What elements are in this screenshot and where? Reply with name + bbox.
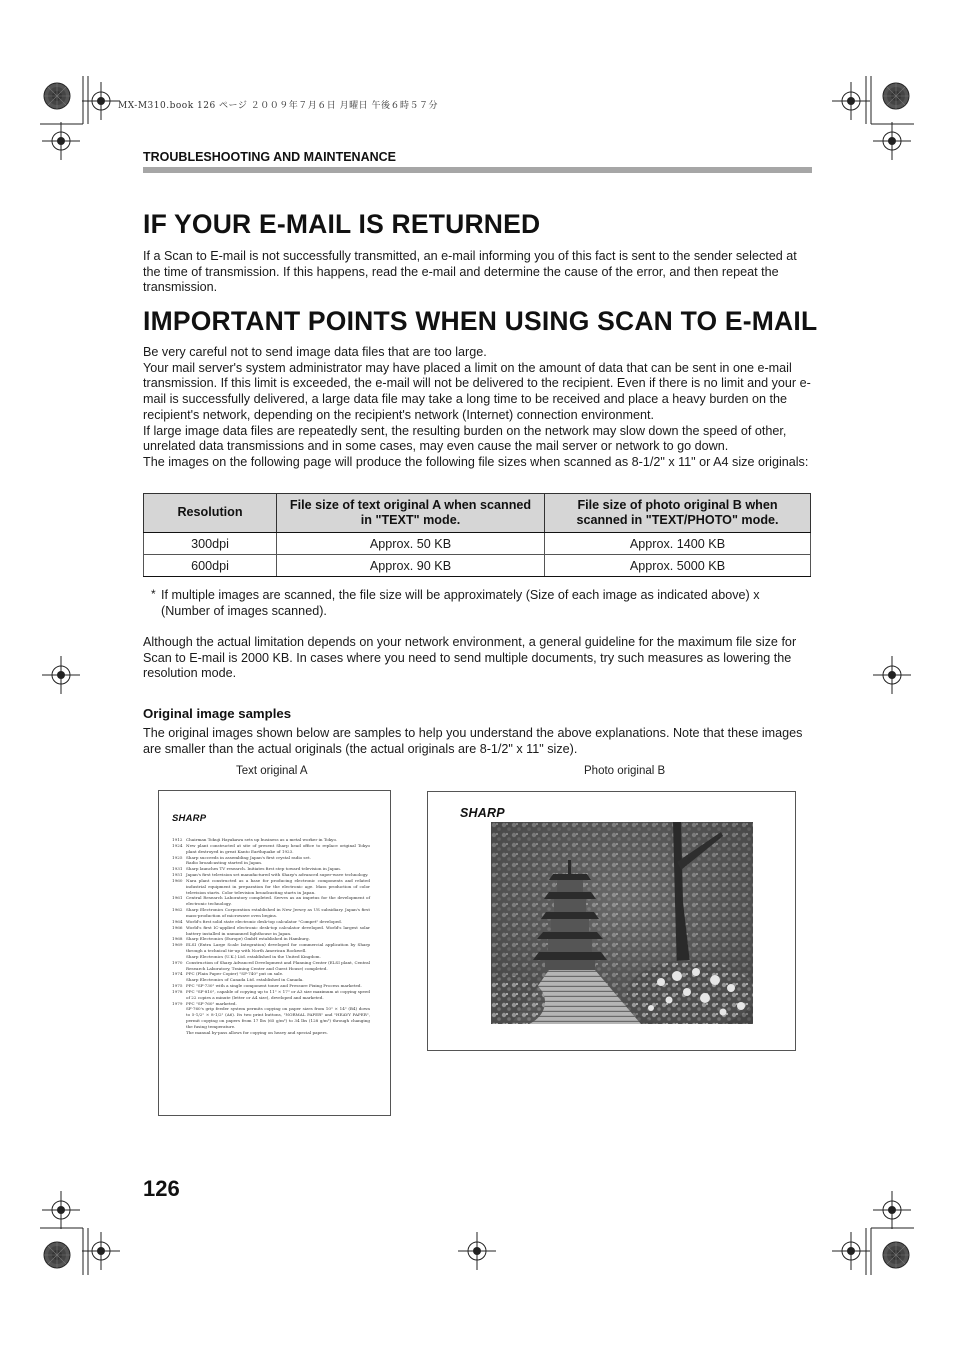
caption-text-original: Text original A [236, 765, 308, 777]
timeline-entry [172, 895, 370, 907]
timeline-year [172, 1030, 186, 1036]
timeline-text-line: World's first solid state electronic desk-top calculator "Compet" developed. [186, 918, 343, 924]
timeline-text-line: Construction of Sharp Advanced Development and Planning Center (ELSI plant, Central Research Laboratory, Training Center and Guest House) completed. [186, 959, 370, 971]
col-header-text-original: File size of text original A when scanned in "TEXT" mode. [277, 494, 545, 533]
timeline-text-line: Sharp Electronics of Canada Ltd. established in Canada. [186, 977, 304, 983]
col-header-photo-original: File size of photo original B when scanned in "TEXT/PHOTO" mode. [545, 494, 811, 533]
sharp-logo-large: SHARP [460, 806, 505, 820]
timeline-text-line: SF-760's grip feeder system permits copying on paper sizes from 10" × 14" (B4) down to 5-1/2" × 8-1/2" (A6). Its two print buttons, "NORMAL PAPER" and "HEAVY PAPER", permit copying on papers from 17 lbs (65 g/m²) to 34 lbs (128 g/m²) through changing the fusing temperature. [186, 1006, 370, 1029]
timeline-text [172, 837, 370, 1036]
para-email-returned: If a Scan to E-mail is not successfully transmitted, an e-mail informing you of this fact is sent to the sender selected at the time of transmission. If this happens, read the e-mail and determine the cause of the error, and then repeat the transmission. [143, 249, 797, 295]
timeline-text-line: Sharp Electronics (U.K.) Ltd. established in the United Kingdom. [186, 953, 321, 959]
timeline-year: 1925 [172, 854, 183, 860]
timeline-year [172, 1006, 186, 1029]
pagoda-photo [491, 822, 753, 1024]
timeline-text-line: PPC "SF-760" marketed. [186, 1000, 237, 1006]
timeline-text-line: Japan's first television set manufactured with Sharp's advanced super-wave technology. [186, 872, 369, 878]
note-asterisk: * [151, 587, 156, 601]
timeline-year: 1912 [172, 837, 183, 842]
timeline-year: 1978 [172, 988, 183, 994]
para-line: The images on the following page will produce the following file sizes when scanned as 8-1/2" x 11" or A4 size originals: [143, 454, 809, 469]
timeline-year: 1961 [172, 895, 183, 901]
heading-email-returned: IF YOUR E-MAIL IS RETURNED [143, 209, 541, 239]
timeline-entry [172, 989, 370, 1001]
cell-text-size: Approx. 50 KB [277, 533, 545, 555]
timeline-text-line: New plant constructed at site of present Sharp head office to replace original Tokyo plant destroyed in great Kanto Earthquake of 1923. [186, 842, 370, 854]
heading-important-points: IMPORTANT POINTS WHEN USING SCAN TO E-MAIL [143, 306, 818, 336]
timeline-text-line: The manual by-pass allows for copying on heavy and special papers. [186, 1029, 328, 1035]
timeline-text-line: Central Research Laboratory completed. Serves as an impetus for the development of electronic technology. [186, 895, 370, 907]
table-row [144, 555, 811, 577]
timeline-year: 1962 [172, 907, 183, 913]
timeline-entry [172, 960, 370, 972]
table-row [144, 533, 811, 555]
cell-resolution: 600dpi [144, 555, 277, 577]
caption-photo-original: Photo original B [584, 765, 666, 777]
timeline-text-line: PPC "SF-810", capable of copying up to 11" × 17" or A3 size maximum at copying speed of 22 copies a minute (letter or A4 size), developed and marketed. [186, 988, 370, 1000]
para-line: If large image data files are repeatedly sent, the resulting burden on the network may slow down the speed of other, unrelated data transmissions and in some cases, may even cause the mail server or network to go down. [143, 423, 787, 454]
timeline-year: 1975 [172, 983, 183, 989]
timeline-year: 1951 [172, 872, 183, 878]
timeline-year: 1966 [172, 924, 183, 930]
timeline-year: 1968 [172, 936, 183, 942]
timeline-entry [172, 843, 370, 855]
para-important-points [143, 345, 811, 471]
timeline-entry [172, 1030, 370, 1036]
timeline-year: 1979 [172, 1000, 183, 1006]
subheading-image-samples: Original image samples [143, 706, 292, 721]
timeline-text-line: Sharp succeeds in assembling Japan's first crystal radio set. [186, 854, 311, 860]
para-image-samples: The original images shown below are samples to help you understand the above explanations. Note that these images are smaller than the actual originals (the actual originals are 8-1/2" x 11" size). [143, 726, 803, 756]
timeline-entry [172, 907, 370, 919]
timeline-year: 1969 [172, 942, 183, 948]
timeline-entry [172, 878, 370, 896]
table-note: If multiple images are scanned, the file size will be approximately (Size of each image as indicated above) x (Number of images scanned). [161, 588, 760, 618]
timeline-year: 1931 [172, 866, 183, 872]
cell-text-size: Approx. 90 KB [277, 555, 545, 577]
timeline-text-line: Sharp Electronics (Europe) GmbH established in Hamburg. [186, 936, 310, 942]
cell-photo-size: Approx. 5000 KB [545, 555, 811, 577]
timeline-year: 1964 [172, 918, 183, 924]
timeline-text-line: World's first IC-applied electronic desk-top calculator developed. World's largest solar battery installed in unmanned lighthouse in Japan. [186, 924, 370, 936]
para-size-guideline: Although the actual limitation depends on your network environment, a general guideline for the maximum file size for Scan to E-mail is 2000 KB. In cases where you need to send multiple documents, try such measures as lowering the resolution mode. [143, 635, 797, 681]
timeline-text-line: Sharp launches TV research. Initiates first step toward television in Japan. [186, 866, 342, 872]
timeline-text-line: Sharp Electronics Corporation established in New Jersey as US subsidiary. Japan's first mass-production of microwave oven begins. [186, 907, 370, 918]
timeline-year: 1960 [172, 877, 183, 883]
timeline-year: 1970 [172, 959, 183, 965]
timeline-entry [172, 942, 370, 954]
section-header: TROUBLESHOOTING AND MAINTENANCE [143, 150, 397, 164]
timeline-year: 1974 [172, 971, 183, 977]
cell-resolution: 300dpi [144, 533, 277, 555]
cell-photo-size: Approx. 1400 KB [545, 533, 811, 555]
para-line: Your mail server's system administrator may have placed a limit on the amount of data that can be sent in one e-mail transmission. If this limit is exceeded, the e-mail will not be delivered to the recipient. Even if there is no limit and your e-mail is successfully delivered, a large data file may take a long time to be received and place a heavy burden on the recipient's network, depending on the recipient's network (Internet) connection environment. [143, 360, 811, 422]
header-rule [143, 167, 812, 173]
timeline-entry [172, 925, 370, 937]
timeline-entry [172, 1006, 370, 1029]
file-size-table [143, 493, 811, 577]
timeline-text-line: PPC (Plain Paper Copier) "SF-740" put on sale. [186, 971, 284, 977]
timeline-text-line: Chairman Tokuji Hayakawa sets up business as a metal worker in Tokyo. [186, 837, 338, 842]
col-header-resolution: Resolution [144, 494, 277, 533]
table-header-row [144, 494, 811, 533]
timeline-text-line: ELSI (Extra Large Scale Integration) developed for commercial application by Sharp through a technical tie-up with North American Rockwell. [186, 942, 370, 954]
timeline-year: 1924 [172, 842, 183, 848]
timeline-text-line: Nara plant constructed as a base for producing electronic components and related industrial equipment in preparation for the electronic age. Mass production of color television starts. Color television broadcasting starts in Japan. [186, 877, 370, 895]
sharp-logo-small: SHARP [172, 813, 207, 824]
page-number: 126 [143, 1176, 180, 1201]
print-info: MX-M310.book 126 ページ ２００９年７月６日 月曜日 午後６時５７分 [118, 101, 438, 111]
timeline-text-line: Radio broadcasting started in Japan. [186, 860, 263, 866]
para-line: Be very careful not to send image data files that are too large. [143, 345, 487, 359]
timeline-text-line: PPC "SF-730" with a single component toner and Pressure Fixing Process marketed. [186, 983, 362, 989]
